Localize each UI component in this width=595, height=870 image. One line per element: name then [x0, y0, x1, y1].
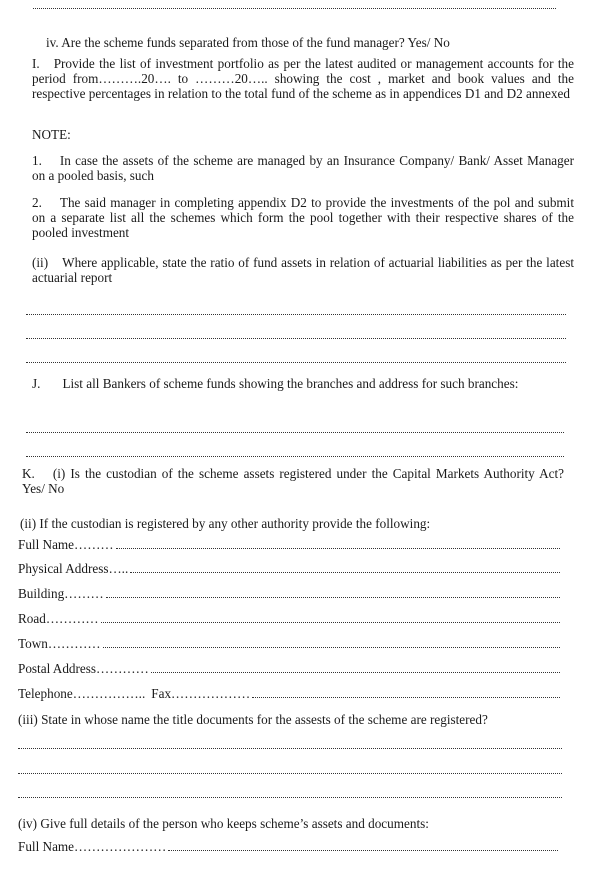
field-postal-address[interactable]: [18, 661, 560, 676]
note-2: [32, 195, 574, 240]
custodian-other-authority: (ii) If the custodian is registered by any other authority provide the following:: [20, 516, 431, 531]
postal-address-line[interactable]: [151, 672, 560, 673]
field-town[interactable]: [18, 636, 560, 651]
full-name-2-label: Full Name…………………: [18, 839, 167, 854]
answer-line[interactable]: [26, 362, 566, 363]
full-name-2-line[interactable]: [168, 850, 558, 851]
section-j-bankers: [32, 376, 564, 391]
answer-line[interactable]: [26, 432, 564, 433]
postal-address-label: Postal Address…………: [18, 661, 149, 676]
telephone-fax-line[interactable]: [252, 697, 560, 698]
section-j-label: J.: [32, 376, 41, 391]
field-road[interactable]: [18, 611, 560, 626]
building-line[interactable]: [106, 597, 560, 598]
question-iv-segregated: iv. Are the scheme funds separated from those of the fund manager? Yes/ No: [46, 35, 450, 50]
road-label: Road…………: [18, 611, 99, 626]
town-label: Town…………: [18, 636, 101, 651]
section-j-text: List all Bankers of scheme funds showing the branches and address for such branches:: [62, 376, 519, 391]
full-name-line[interactable]: [116, 548, 560, 549]
title-documents-question: (iii) State in whose name the title documents for the assests of the scheme are registered?: [18, 712, 488, 727]
section-i-text: Provide the list of investment portfolio as per the latest audited or management accounts for the period from……….20…. to ………20….. showing the cost , market and book values and the respective percentages in relation to the total fund of the scheme as in appendices D1 and D2 annexed: [32, 56, 574, 101]
telephone-label: Telephone……………..: [18, 686, 146, 701]
item-ii-text: Where applicable, state the ratio of fund assets in relation of actuarial liabilities as per the latest actuarial report: [32, 255, 574, 285]
section-k-custodian: [22, 466, 564, 496]
note-1: [32, 153, 574, 183]
road-line[interactable]: [101, 622, 560, 623]
note-2-label: 2.: [32, 195, 42, 210]
section-i-label: I.: [32, 56, 40, 71]
building-label: Building………: [18, 586, 104, 601]
field-full-name-2[interactable]: [18, 839, 558, 854]
person-details-question: (iv) Give full details of the person who keeps scheme’s assets and documents:: [18, 816, 429, 831]
answer-line[interactable]: [26, 338, 566, 339]
field-telephone-fax[interactable]: [18, 686, 560, 701]
answer-line[interactable]: [26, 456, 564, 457]
answer-line: [33, 8, 556, 9]
full-name-label: Full Name………: [18, 537, 114, 552]
town-line[interactable]: [103, 647, 560, 648]
answer-line[interactable]: [18, 797, 562, 798]
item-ii-label: (ii): [32, 255, 49, 270]
field-full-name[interactable]: [18, 537, 560, 552]
physical-address-line[interactable]: [130, 572, 560, 573]
field-physical-address[interactable]: [18, 561, 560, 576]
note-heading: NOTE:: [32, 127, 71, 142]
answer-line[interactable]: [26, 314, 566, 315]
answer-line[interactable]: [18, 773, 562, 774]
field-building[interactable]: [18, 586, 560, 601]
section-k-text: (i) Is the custodian of the scheme assets registered under the Capital Markets Authority Act? Yes/ No: [22, 466, 564, 496]
note-2-text: The said manager in completing appendix D2 to provide the investments of the pol and submit on a separate list all the schemes which form the pool together with their respective shares of the pooled investment: [32, 195, 574, 240]
answer-line[interactable]: [18, 748, 562, 749]
note-1-label: 1.: [32, 153, 42, 168]
note-1-text: In case the assets of the scheme are managed by an Insurance Company/ Bank/ Asset Manager on a pooled basis, such: [32, 153, 574, 183]
fax-label: Fax………………: [151, 686, 251, 701]
item-ii-actuarial-ratio: [32, 255, 574, 285]
section-i-investment-portfolio: [32, 56, 574, 101]
physical-address-label: Physical Address…..: [18, 561, 129, 576]
section-k-label: K.: [22, 466, 35, 481]
